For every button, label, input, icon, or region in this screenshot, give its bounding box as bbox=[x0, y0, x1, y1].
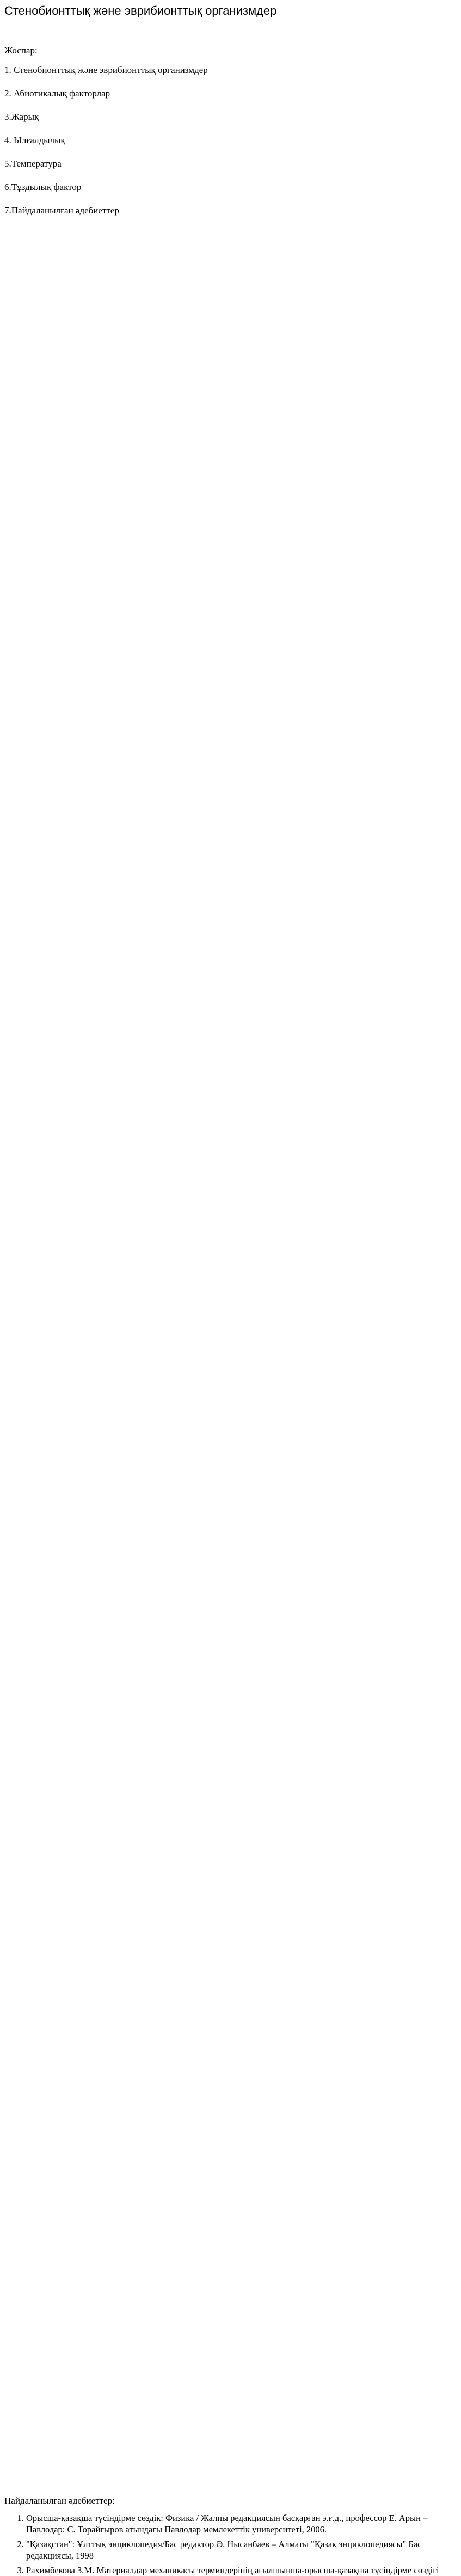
body-paragraph-light-effects bbox=[4, 1524, 457, 1669]
references-heading: Пайдаланылған әдебиеттер: bbox=[4, 2495, 115, 2506]
plan-item: 2. Абиотикалық факторлар bbox=[4, 88, 110, 99]
body-paragraph-abiotic bbox=[4, 619, 457, 1066]
plan-item: 3.Жарық bbox=[4, 112, 39, 122]
body-paragraph-light bbox=[4, 1076, 457, 1514]
spacer bbox=[4, 228, 457, 304]
reference-item: 3. Рахимбекова З.М. Материалдар механикасы терминдерінің ағылшынша-орысша-қазақша түсіндірме сөздігі bbox=[26, 2565, 457, 2576]
plan-section bbox=[4, 45, 457, 217]
references-section bbox=[4, 2495, 457, 2576]
plan-item: 7.Пайдаланылған әдебиеттер bbox=[4, 205, 119, 216]
reference-item: 1. Орысша-қазақша түсіндірме сөздік: Физика / Жалпы редакциясын басқарған э.ғ.д., профессор Е. Арын – Павлодар: С. Торайғыров атындағы Павлодар мемлекеттік университеті, 2006. bbox=[26, 2512, 457, 2535]
plan-item: 1. Стенобионттық және эврибионттық организмдер bbox=[4, 65, 208, 75]
body-paragraph-factors bbox=[4, 1679, 457, 2452]
references-list bbox=[4, 2512, 457, 2576]
page-title: Стенобионттық және эврибионттық организмдер bbox=[4, 4, 277, 17]
body-paragraph-intro bbox=[4, 304, 457, 609]
plan-heading: Жоспар: bbox=[4, 45, 38, 56]
spacer bbox=[4, 2462, 457, 2495]
plan-list bbox=[4, 64, 457, 217]
reference-item: 2. "Қазақстан": Ұлттық энциклопедия/Бас редактор Ә. Нысанбаев – Алматы "Қазақ энциклопедиясы" Бас редакциясы, 1998 bbox=[26, 2538, 457, 2561]
body-section bbox=[4, 304, 457, 2452]
plan-item: 5.Температура bbox=[4, 158, 62, 169]
plan-item: 4. Ылғалдылық bbox=[4, 135, 65, 145]
plan-item: 6.Тұздылық фактор bbox=[4, 182, 82, 192]
